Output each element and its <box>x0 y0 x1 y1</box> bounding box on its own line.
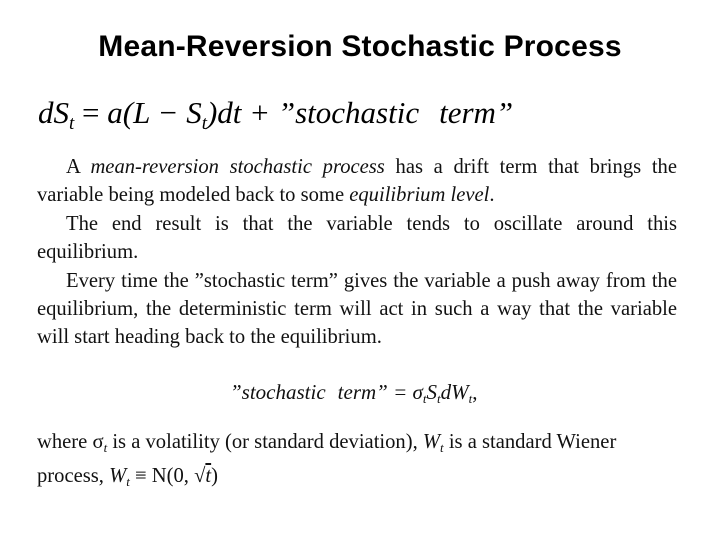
eq2-lhs2: term” = σ <box>337 380 423 404</box>
eq-term2: term” <box>439 95 514 130</box>
eq2-end: , <box>472 380 478 404</box>
where-line-1 <box>37 428 687 462</box>
where-line-2 <box>37 462 687 496</box>
where-sub3: t <box>126 474 130 489</box>
main-equation <box>38 95 698 135</box>
where-sub1: t <box>103 440 108 455</box>
eq2-mid2: dW <box>440 380 469 404</box>
eq-open-quote: ” <box>277 95 296 130</box>
p1-emphasis-1: mean-reversion stochastic process <box>90 156 385 178</box>
stochastic-term-equation <box>230 380 630 407</box>
slide-title: Mean-Reversion Stochastic Process <box>98 30 622 63</box>
where-w5: process, <box>37 465 110 487</box>
where-w3: W <box>422 431 441 453</box>
eq-rhs-a: a(L − S <box>107 95 202 130</box>
where-w1: where σ <box>37 431 104 453</box>
where-w8: t <box>205 465 212 487</box>
paragraph-3: Every time the ”stochastic term” gives the variable a push away from the equilibrium, the deterministic term will act in such a way that the variable will start heading back to the equilibrium. <box>37 269 677 349</box>
eq2-mid: S <box>426 380 437 404</box>
p1-part3: . <box>489 184 495 207</box>
where-w4: is a standard Wiener <box>443 431 617 453</box>
eq-rhs-sub: t <box>201 113 207 134</box>
eq-rhs-b: )dt + <box>206 95 278 130</box>
eq2-sub1: t <box>422 391 427 406</box>
eq2-lhs: ”stochastic <box>230 380 326 404</box>
paragraph-1 <box>37 153 677 210</box>
where-w6: W <box>109 465 127 487</box>
where-sub2: t <box>440 440 444 455</box>
where-w2: is a volatility (or standard deviation), <box>107 431 423 453</box>
p1-emphasis-2: equilibrium level <box>349 184 490 207</box>
eq2-sub2: t <box>437 391 441 406</box>
where-text <box>37 428 687 496</box>
body-text <box>37 153 677 352</box>
p1-part1: A <box>66 156 91 178</box>
p1-part2: has a drift term that brings the variable being modeled back to some <box>37 156 677 207</box>
eq-lhs-sub: t <box>69 113 75 134</box>
eq-lhs: dS <box>38 95 69 130</box>
eq2-sub3: t <box>468 391 473 406</box>
where-w7: ≡ N(0, √ <box>129 465 206 487</box>
paragraph-2: The end result is that the variable tends to oscillate around this equilibrium. <box>37 212 677 264</box>
eq-term: stochastic <box>295 95 420 130</box>
where-w9: ) <box>211 465 218 487</box>
eq-equals: = <box>82 95 100 130</box>
